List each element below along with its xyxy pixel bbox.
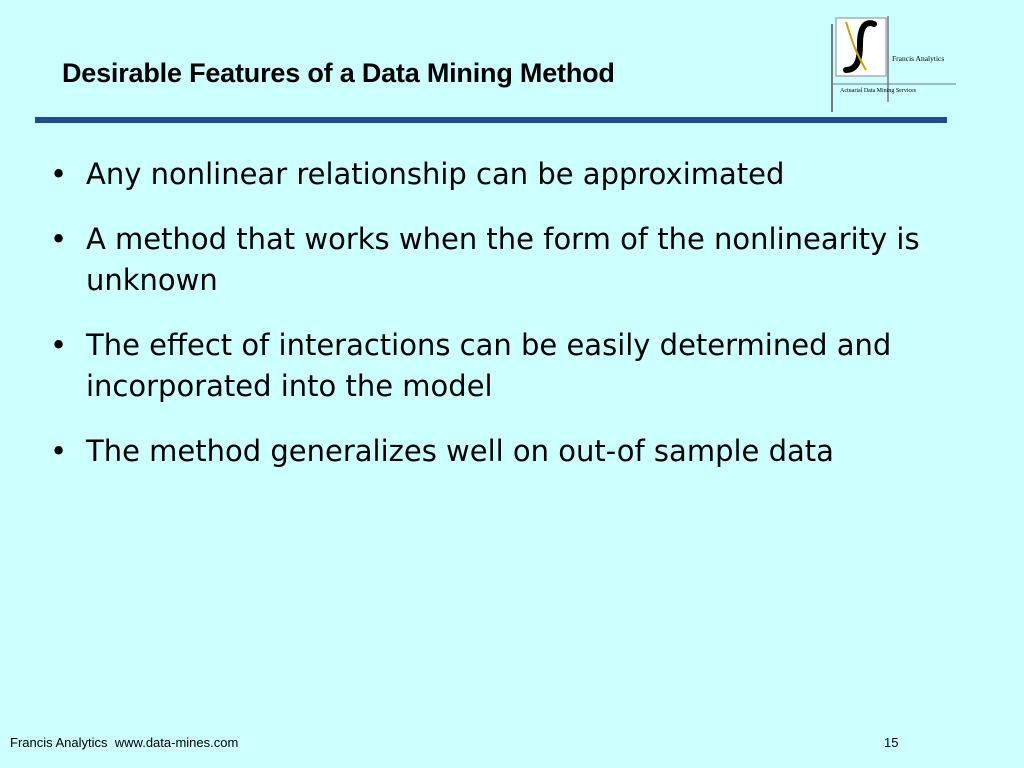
- integral-logo-icon: [830, 14, 960, 114]
- bullet-item: [50, 219, 930, 301]
- bullet-icon: •: [50, 222, 68, 256]
- logo-company-name: Francis Analytics: [892, 54, 945, 63]
- bullet-icon: •: [50, 328, 68, 362]
- bullet-text: A method that works when the form of the nonlinearity is unknown: [86, 222, 920, 297]
- footer-text: Francis Analytics www.data-mines.com: [10, 735, 239, 750]
- bullet-icon: •: [50, 157, 68, 191]
- company-logo: [830, 14, 960, 114]
- logo-tagline: Actuarial Data Mining Services: [840, 88, 917, 94]
- bullet-text: The effect of interactions can be easily determined and incorporated into the model: [86, 328, 892, 403]
- bullet-item: [50, 431, 930, 472]
- title-divider: [35, 117, 947, 123]
- page-number: 15: [884, 735, 899, 750]
- slide-title: Desirable Features of a Data Mining Method: [62, 58, 615, 88]
- bullet-item: [50, 325, 930, 407]
- bullet-item: [50, 154, 930, 195]
- bullet-list: [50, 154, 930, 496]
- bullet-text: Any nonlinear relationship can be approximated: [86, 157, 785, 191]
- bullet-icon: •: [50, 434, 68, 468]
- bullet-text: The method generalizes well on out-of sample data: [86, 434, 834, 468]
